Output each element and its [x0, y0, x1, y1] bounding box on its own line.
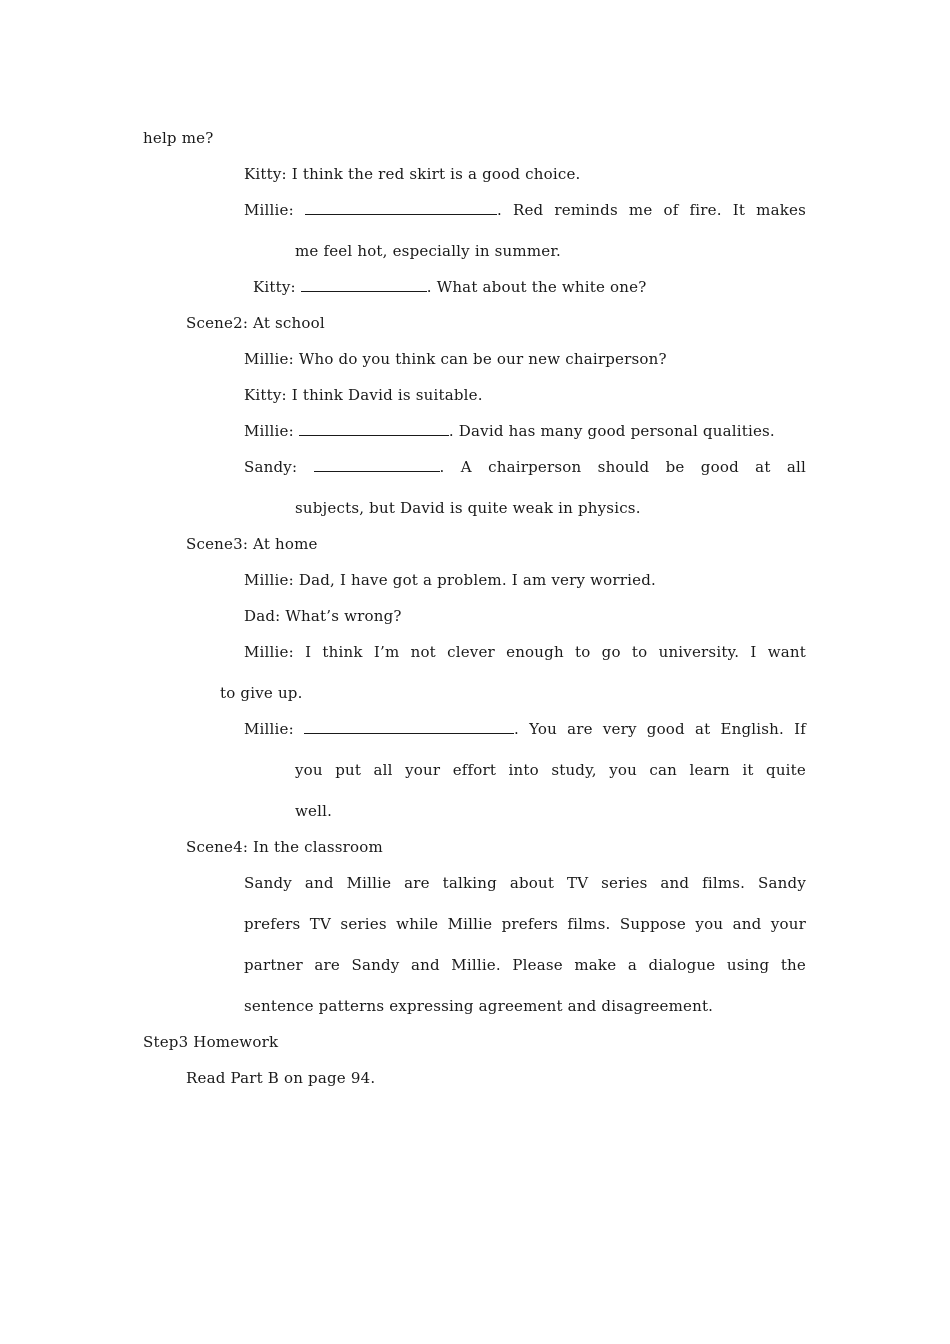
- dialogue-line-millie: Millie: Who do you think can be our new chairperson?: [244, 350, 667, 368]
- instruction-line: Sandy and Millie are talking about TV series and films. Sandy: [244, 874, 806, 892]
- dialogue-text: . What about the white one?: [426, 278, 647, 296]
- dialogue-text: . Red reminds me of fire. It makes: [496, 201, 806, 219]
- dialogue-text: . A chairperson should be good at all: [439, 458, 806, 476]
- dialogue-line-millie: [244, 200, 806, 220]
- speaker-label: Millie:: [244, 201, 305, 219]
- dialogue-line-kitty: Kitty: I think David is suitable.: [244, 386, 483, 404]
- speaker-label: Millie:: [244, 422, 299, 440]
- scene-heading: Scene2: At school: [186, 314, 325, 332]
- dialogue-line-millie: [244, 719, 806, 739]
- instruction-line: partner are Sandy and Millie. Please make a dialogue using the: [244, 956, 806, 974]
- step-heading: Step3 Homework: [143, 1033, 279, 1051]
- text-line: well.: [295, 802, 333, 820]
- text-line: to give up.: [220, 684, 303, 702]
- dialogue-text: . David has many good personal qualities.: [448, 422, 775, 440]
- text-line: help me?: [143, 129, 214, 147]
- answer-blank[interactable]: [304, 719, 514, 734]
- text-line: me feel hot, especially in summer.: [295, 242, 562, 260]
- speaker-label: Sandy:: [244, 458, 314, 476]
- homework-line: Read Part B on page 94.: [186, 1069, 376, 1087]
- dialogue-line-millie: Millie: I think I’m not clever enough to go to university. I want: [244, 643, 806, 661]
- dialogue-line-millie: [244, 421, 775, 441]
- dialogue-line-millie: Millie: Dad, I have got a problem. I am very worried.: [244, 571, 656, 589]
- dialogue-line-sandy: [244, 457, 806, 477]
- answer-blank[interactable]: [305, 200, 497, 215]
- speaker-label: Millie:: [244, 720, 305, 738]
- dialogue-line-kitty: Kitty: I think the red skirt is a good choice.: [244, 165, 581, 183]
- text-line: you put all your effort into study, you can learn it quite: [295, 761, 806, 779]
- instruction-line: sentence patterns expressing agreement and disagreement.: [244, 997, 714, 1015]
- dialogue-line-dad: Dad: What’s wrong?: [244, 607, 402, 625]
- dialogue-text: . You are very good at English. If: [514, 720, 806, 738]
- speaker-label: Kitty:: [253, 278, 301, 296]
- dialogue-line-kitty: [253, 277, 646, 297]
- answer-blank[interactable]: [314, 457, 440, 472]
- scene-heading: Scene4: In the classroom: [186, 838, 383, 856]
- instruction-line: prefers TV series while Millie prefers films. Suppose you and your: [244, 915, 806, 933]
- answer-blank[interactable]: [299, 421, 449, 436]
- text-line: subjects, but David is quite weak in physics.: [295, 499, 641, 517]
- answer-blank[interactable]: [301, 277, 427, 292]
- scene-heading: Scene3: At home: [186, 535, 318, 553]
